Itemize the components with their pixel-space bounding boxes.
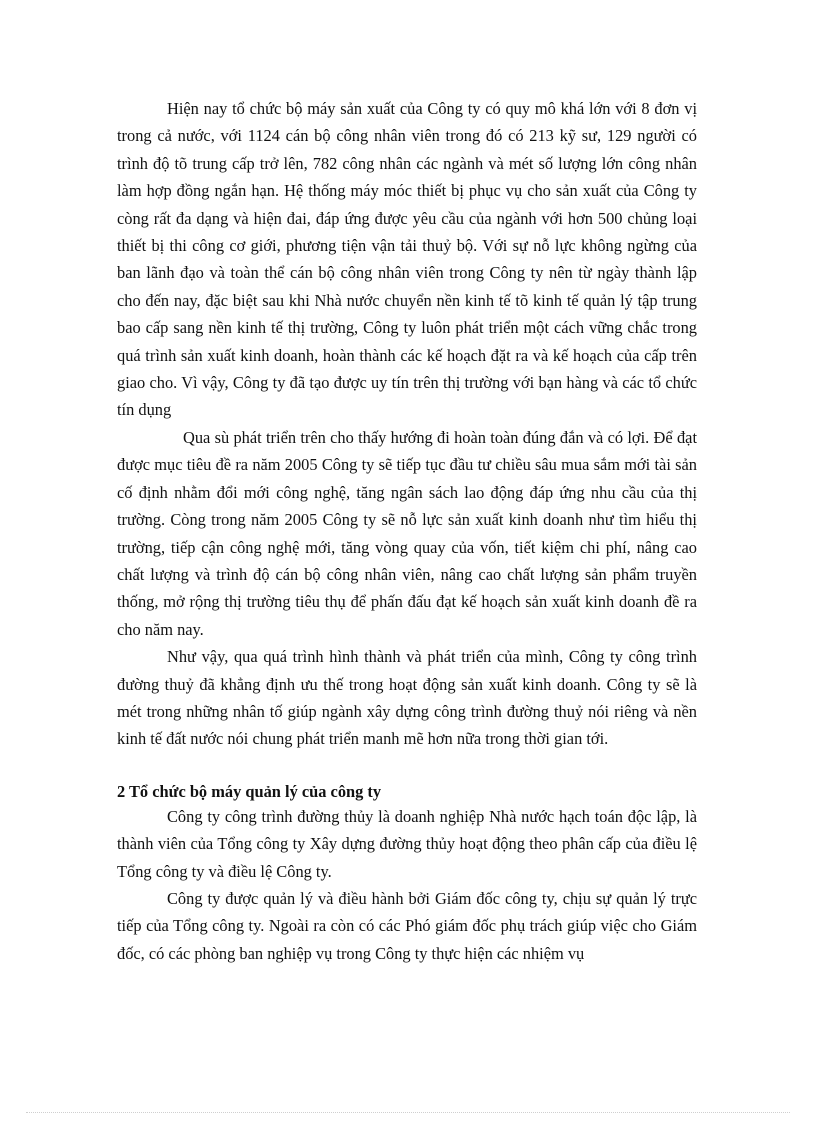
paragraph-conclusion: Như vậy, qua quá trình hình thành và phát triển của mình, Công ty công trình đường thuỷ đã khẳng định ưu thế trong hoạt động sản xuất kinh doanh. Công ty sẽ là mét trong những nhân tố giúp ngành xây dựng công trình đường thuỷ nói riêng và nền kinh tế đất nước nói chung phát triển manh mẽ hơn nữa trong thời gian tới. xyxy=(117,647,697,749)
paragraph-company-status: Công ty công trình đường thủy là doanh nghiệp Nhà nước hạch toán độc lập, là thành viên của Tổng công ty Xây dựng đường thủy hoạt động theo phân cấp của điều lệ Tổng công ty và điều lệ Công ty. xyxy=(117,806,697,881)
document-body xyxy=(117,95,697,967)
page-bottom-divider xyxy=(26,1112,790,1113)
paragraph-development-goals: Qua sù phát triển trên cho thấy hướng đi hoàn toàn đúng đắn và có lợi. Để đạt được mục tiêu đề ra năm 2005 Công ty sẽ tiếp tục đầu tư chiều sâu mua sắm mới tài sản cố định nhằm đổi mới công nghệ, tăng ngân sách lao động đáp ứng nhu cầu của thị trường. Còng trong năm 2005 Công ty sẽ nỗ lực sản xuất kinh doanh như tìm hiểu thị trường, tiếp cận công nghệ mới, tăng vòng quay của vốn, tiết kiệm chi phí, nâng cao chất lượng và trình độ cán bộ công nhân viên, nâng cao chất lượng sản phẩm truyền thống, mở rộng thị trường tiêu thụ để phấn đấu đạt kế hoạch sản xuất kinh doanh đề ra cho năm nay. xyxy=(117,427,697,639)
section-heading: 2 Tổ chức bộ máy quản lý của công ty xyxy=(117,781,382,801)
paragraph-organization-scale: Hiện nay tổ chức bộ máy sản xuất của Công ty có quy mô khá lớn với 8 đơn vị trong cả nước, với 1124 cán bộ công nhân viên trong đó có 213 kỹ sư, 129 người có trình độ tõ trung cấp trở lên, 782 công nhân các ngành và mét số lượng lớn công nhân làm hợp đồng ngắn hạn. Hệ thống máy móc thiết bị phục vụ cho sản xuất của Công ty còng rất đa dạng và hiện đai, đáp ứng được yêu cầu của ngành với hơn 500 chủng loại thiết bị thi công cơ giới, phương tiện vận tải thuỷ bộ. Với sự nỗ lực không ngừng của ban lãnh đạo và toàn thể cán bộ công nhân viên trong Công ty nên từ ngày thành lập cho đến nay, đặc biệt sau khi Nhà nước chuyển nền kinh tế tõ kinh tế quản lý tập trung bao cấp sang nền kinh tế thị trường, Công ty luôn phát triển một cách vững chắc trong quá trình sản xuất kinh doanh, hoàn thành các kế hoạch đặt ra và kế hoạch của cấp trên giao cho. Vì vậy, Công ty đã tạo được uy tín trên thị trường với bạn hàng và các tổ chức tín dụng xyxy=(117,99,697,420)
paragraph-management: Công ty được quản lý và điều hành bởi Giám đốc công ty, chịu sự quản lý trực tiếp của Tổng công ty. Ngoài ra còn có các Phó giám đốc phụ trách giúp việc cho Giám đốc, có các phòng ban nghiệp vụ trong Công ty thực hiện các nhiệm vụ xyxy=(117,888,697,963)
